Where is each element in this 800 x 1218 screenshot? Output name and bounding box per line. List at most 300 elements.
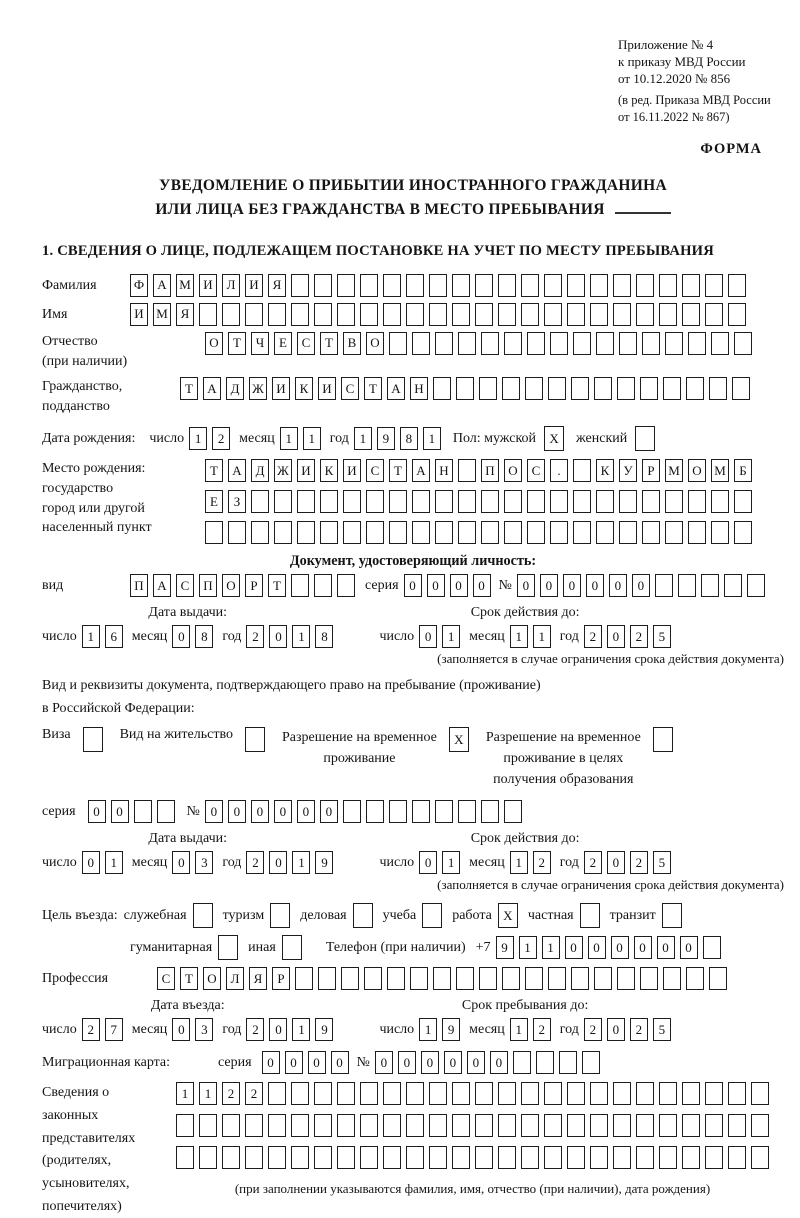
char-cell[interactable]: [452, 303, 470, 326]
char-cell[interactable]: [678, 574, 696, 597]
char-cell[interactable]: [412, 332, 430, 355]
char-cell[interactable]: [682, 1146, 700, 1169]
char-cell[interactable]: [659, 1082, 677, 1105]
char-cell[interactable]: 0: [251, 800, 269, 823]
char-cell[interactable]: [429, 274, 447, 297]
char-cell[interactable]: Ж: [274, 459, 292, 482]
char-cell[interactable]: [711, 521, 729, 544]
char-cell[interactable]: 0: [563, 574, 581, 597]
char-cell[interactable]: [659, 303, 677, 326]
char-cell[interactable]: [686, 377, 704, 400]
char-cell[interactable]: [705, 1146, 723, 1169]
char-cell[interactable]: [433, 377, 451, 400]
char-cell[interactable]: [548, 967, 566, 990]
char-cell[interactable]: [573, 332, 591, 355]
char-cell[interactable]: А: [153, 574, 171, 597]
male-checkbox[interactable]: X: [544, 426, 564, 451]
char-cell[interactable]: [636, 274, 654, 297]
char-cell[interactable]: 1: [105, 851, 123, 874]
char-cell[interactable]: 1: [442, 625, 460, 648]
char-cell[interactable]: 0: [82, 851, 100, 874]
char-cell[interactable]: [475, 1082, 493, 1105]
char-cell[interactable]: [544, 1082, 562, 1105]
char-cell[interactable]: Е: [205, 490, 223, 513]
char-cell[interactable]: 1: [292, 625, 310, 648]
purpose-business-checkbox[interactable]: [353, 903, 373, 928]
char-cell[interactable]: [176, 1146, 194, 1169]
char-cell[interactable]: [686, 967, 704, 990]
char-cell[interactable]: [663, 967, 681, 990]
char-cell[interactable]: 2: [246, 851, 264, 874]
char-cell[interactable]: 1: [423, 427, 441, 450]
char-cell[interactable]: [594, 377, 612, 400]
char-cell[interactable]: 2: [212, 427, 230, 450]
char-cell[interactable]: [314, 574, 332, 597]
char-cell[interactable]: [590, 274, 608, 297]
char-cell[interactable]: 1: [280, 427, 298, 450]
char-cell[interactable]: [479, 377, 497, 400]
char-cell[interactable]: [320, 521, 338, 544]
char-cell[interactable]: Ж: [249, 377, 267, 400]
char-cell[interactable]: 0: [586, 574, 604, 597]
char-cell[interactable]: [613, 303, 631, 326]
char-cell[interactable]: [245, 1114, 263, 1137]
temp-residence-education-checkbox[interactable]: [653, 727, 673, 752]
char-cell[interactable]: [711, 332, 729, 355]
char-cell[interactable]: Л: [222, 274, 240, 297]
char-cell[interactable]: [590, 303, 608, 326]
char-cell[interactable]: [406, 274, 424, 297]
char-cell[interactable]: [596, 490, 614, 513]
char-cell[interactable]: [475, 303, 493, 326]
char-cell[interactable]: 0: [565, 936, 583, 959]
char-cell[interactable]: [701, 574, 719, 597]
char-cell[interactable]: В: [343, 332, 361, 355]
char-cell[interactable]: [291, 1082, 309, 1105]
char-cell[interactable]: 0: [632, 574, 650, 597]
purpose-humanitarian-checkbox[interactable]: [218, 935, 238, 960]
char-cell[interactable]: Т: [228, 332, 246, 355]
char-cell[interactable]: 0: [421, 1051, 439, 1074]
char-cell[interactable]: 0: [680, 936, 698, 959]
char-cell[interactable]: 1: [354, 427, 372, 450]
char-cell[interactable]: 1: [292, 1018, 310, 1041]
char-cell[interactable]: [389, 332, 407, 355]
char-cell[interactable]: [245, 303, 263, 326]
char-cell[interactable]: [412, 490, 430, 513]
char-cell[interactable]: [521, 1146, 539, 1169]
char-cell[interactable]: [536, 1051, 554, 1074]
char-cell[interactable]: М: [665, 459, 683, 482]
char-cell[interactable]: Б: [734, 459, 752, 482]
char-cell[interactable]: Ч: [251, 332, 269, 355]
char-cell[interactable]: 2: [222, 1082, 240, 1105]
char-cell[interactable]: 9: [496, 936, 514, 959]
char-cell[interactable]: [205, 521, 223, 544]
char-cell[interactable]: И: [130, 303, 148, 326]
char-cell[interactable]: [613, 1082, 631, 1105]
char-cell[interactable]: [513, 1051, 531, 1074]
char-cell[interactable]: [412, 521, 430, 544]
char-cell[interactable]: [251, 521, 269, 544]
char-cell[interactable]: [619, 521, 637, 544]
temp-residence-checkbox[interactable]: X: [449, 727, 469, 752]
char-cell[interactable]: 0: [269, 851, 287, 874]
char-cell[interactable]: [228, 521, 246, 544]
char-cell[interactable]: [613, 274, 631, 297]
purpose-other-checkbox[interactable]: [282, 935, 302, 960]
char-cell[interactable]: 5: [653, 851, 671, 874]
char-cell[interactable]: 2: [82, 1018, 100, 1041]
char-cell[interactable]: [222, 303, 240, 326]
char-cell[interactable]: И: [245, 274, 263, 297]
char-cell[interactable]: 0: [657, 936, 675, 959]
purpose-work-checkbox[interactable]: X: [498, 903, 518, 928]
char-cell[interactable]: 0: [404, 574, 422, 597]
char-cell[interactable]: [613, 1146, 631, 1169]
char-cell[interactable]: [364, 967, 382, 990]
char-cell[interactable]: О: [366, 332, 384, 355]
char-cell[interactable]: П: [199, 574, 217, 597]
char-cell[interactable]: Р: [272, 967, 290, 990]
char-cell[interactable]: 0: [607, 1018, 625, 1041]
char-cell[interactable]: [479, 967, 497, 990]
char-cell[interactable]: [559, 1051, 577, 1074]
char-cell[interactable]: 0: [473, 574, 491, 597]
char-cell[interactable]: [728, 1114, 746, 1137]
char-cell[interactable]: [550, 332, 568, 355]
char-cell[interactable]: [728, 274, 746, 297]
char-cell[interactable]: 5: [653, 1018, 671, 1041]
char-cell[interactable]: [343, 800, 361, 823]
char-cell[interactable]: 0: [172, 851, 190, 874]
char-cell[interactable]: [705, 1114, 723, 1137]
char-cell[interactable]: [435, 332, 453, 355]
char-cell[interactable]: [458, 490, 476, 513]
char-cell[interactable]: 0: [308, 1051, 326, 1074]
char-cell[interactable]: [724, 574, 742, 597]
char-cell[interactable]: [291, 574, 309, 597]
char-cell[interactable]: А: [387, 377, 405, 400]
char-cell[interactable]: 9: [377, 427, 395, 450]
char-cell[interactable]: 6: [105, 625, 123, 648]
char-cell[interactable]: [314, 1114, 332, 1137]
char-cell[interactable]: [314, 1082, 332, 1105]
char-cell[interactable]: И: [272, 377, 290, 400]
char-cell[interactable]: [728, 1082, 746, 1105]
char-cell[interactable]: 1: [542, 936, 560, 959]
char-cell[interactable]: 1: [510, 851, 528, 874]
char-cell[interactable]: [199, 1114, 217, 1137]
char-cell[interactable]: [435, 521, 453, 544]
char-cell[interactable]: 0: [607, 851, 625, 874]
char-cell[interactable]: [481, 521, 499, 544]
char-cell[interactable]: [544, 1146, 562, 1169]
char-cell[interactable]: [682, 1082, 700, 1105]
char-cell[interactable]: [435, 490, 453, 513]
char-cell[interactable]: Т: [268, 574, 286, 597]
char-cell[interactable]: 0: [444, 1051, 462, 1074]
char-cell[interactable]: [734, 332, 752, 355]
purpose-transit-checkbox[interactable]: [662, 903, 682, 928]
char-cell[interactable]: [747, 574, 765, 597]
char-cell[interactable]: [337, 1114, 355, 1137]
char-cell[interactable]: [636, 303, 654, 326]
char-cell[interactable]: Д: [226, 377, 244, 400]
char-cell[interactable]: 2: [584, 625, 602, 648]
char-cell[interactable]: 0: [490, 1051, 508, 1074]
char-cell[interactable]: [406, 303, 424, 326]
char-cell[interactable]: О: [504, 459, 522, 482]
char-cell[interactable]: [688, 490, 706, 513]
char-cell[interactable]: [458, 521, 476, 544]
char-cell[interactable]: [429, 1114, 447, 1137]
char-cell[interactable]: [360, 303, 378, 326]
char-cell[interactable]: 0: [269, 625, 287, 648]
char-cell[interactable]: [734, 521, 752, 544]
char-cell[interactable]: [617, 377, 635, 400]
char-cell[interactable]: 0: [320, 800, 338, 823]
char-cell[interactable]: Т: [320, 332, 338, 355]
char-cell[interactable]: [527, 490, 545, 513]
char-cell[interactable]: [222, 1114, 240, 1137]
char-cell[interactable]: [567, 1082, 585, 1105]
purpose-tourism-checkbox[interactable]: [270, 903, 290, 928]
char-cell[interactable]: 3: [195, 851, 213, 874]
char-cell[interactable]: [705, 274, 723, 297]
char-cell[interactable]: [458, 800, 476, 823]
char-cell[interactable]: 1: [442, 851, 460, 874]
char-cell[interactable]: [521, 1114, 539, 1137]
char-cell[interactable]: [502, 967, 520, 990]
char-cell[interactable]: [544, 1114, 562, 1137]
char-cell[interactable]: О: [203, 967, 221, 990]
char-cell[interactable]: [567, 303, 585, 326]
char-cell[interactable]: С: [366, 459, 384, 482]
char-cell[interactable]: 8: [315, 625, 333, 648]
char-cell[interactable]: [550, 490, 568, 513]
char-cell[interactable]: [659, 274, 677, 297]
char-cell[interactable]: [389, 800, 407, 823]
char-cell[interactable]: 0: [517, 574, 535, 597]
char-cell[interactable]: [134, 800, 152, 823]
char-cell[interactable]: [274, 490, 292, 513]
char-cell[interactable]: [360, 274, 378, 297]
char-cell[interactable]: [360, 1082, 378, 1105]
char-cell[interactable]: [521, 274, 539, 297]
char-cell[interactable]: [705, 303, 723, 326]
char-cell[interactable]: 0: [588, 936, 606, 959]
char-cell[interactable]: 9: [315, 851, 333, 874]
char-cell[interactable]: [337, 274, 355, 297]
char-cell[interactable]: У: [619, 459, 637, 482]
char-cell[interactable]: [268, 1146, 286, 1169]
char-cell[interactable]: [481, 800, 499, 823]
char-cell[interactable]: [291, 1146, 309, 1169]
char-cell[interactable]: 0: [111, 800, 129, 823]
char-cell[interactable]: [709, 967, 727, 990]
char-cell[interactable]: [452, 1082, 470, 1105]
char-cell[interactable]: [571, 377, 589, 400]
char-cell[interactable]: С: [527, 459, 545, 482]
char-cell[interactable]: [573, 521, 591, 544]
char-cell[interactable]: [268, 1114, 286, 1137]
char-cell[interactable]: 0: [262, 1051, 280, 1074]
char-cell[interactable]: [360, 1146, 378, 1169]
char-cell[interactable]: Т: [364, 377, 382, 400]
char-cell[interactable]: Н: [435, 459, 453, 482]
char-cell[interactable]: [525, 377, 543, 400]
char-cell[interactable]: [199, 303, 217, 326]
char-cell[interactable]: И: [199, 274, 217, 297]
char-cell[interactable]: [636, 1082, 654, 1105]
char-cell[interactable]: 0: [274, 800, 292, 823]
char-cell[interactable]: [383, 1082, 401, 1105]
char-cell[interactable]: [728, 303, 746, 326]
char-cell[interactable]: А: [203, 377, 221, 400]
char-cell[interactable]: 0: [450, 574, 468, 597]
char-cell[interactable]: [475, 1146, 493, 1169]
char-cell[interactable]: 9: [442, 1018, 460, 1041]
char-cell[interactable]: Н: [410, 377, 428, 400]
char-cell[interactable]: [544, 303, 562, 326]
char-cell[interactable]: [456, 377, 474, 400]
char-cell[interactable]: [596, 521, 614, 544]
char-cell[interactable]: [688, 521, 706, 544]
purpose-official-checkbox[interactable]: [193, 903, 213, 928]
char-cell[interactable]: 1: [510, 625, 528, 648]
char-cell[interactable]: [383, 274, 401, 297]
char-cell[interactable]: [498, 1114, 516, 1137]
char-cell[interactable]: [157, 800, 175, 823]
char-cell[interactable]: [387, 967, 405, 990]
char-cell[interactable]: [567, 1114, 585, 1137]
char-cell[interactable]: [709, 377, 727, 400]
char-cell[interactable]: [527, 521, 545, 544]
char-cell[interactable]: [429, 1082, 447, 1105]
char-cell[interactable]: [619, 332, 637, 355]
char-cell[interactable]: [498, 1146, 516, 1169]
char-cell[interactable]: [711, 490, 729, 513]
char-cell[interactable]: 2: [533, 851, 551, 874]
char-cell[interactable]: 2: [630, 851, 648, 874]
char-cell[interactable]: 0: [228, 800, 246, 823]
char-cell[interactable]: 2: [630, 625, 648, 648]
char-cell[interactable]: [406, 1114, 424, 1137]
char-cell[interactable]: 2: [584, 1018, 602, 1041]
char-cell[interactable]: 1: [303, 427, 321, 450]
char-cell[interactable]: Т: [180, 967, 198, 990]
char-cell[interactable]: 0: [427, 574, 445, 597]
char-cell[interactable]: А: [412, 459, 430, 482]
char-cell[interactable]: Я: [268, 274, 286, 297]
char-cell[interactable]: 0: [540, 574, 558, 597]
char-cell[interactable]: [682, 303, 700, 326]
char-cell[interactable]: [318, 967, 336, 990]
char-cell[interactable]: [337, 1082, 355, 1105]
char-cell[interactable]: 2: [246, 1018, 264, 1041]
char-cell[interactable]: 1: [510, 1018, 528, 1041]
char-cell[interactable]: [688, 332, 706, 355]
char-cell[interactable]: [383, 303, 401, 326]
char-cell[interactable]: [504, 800, 522, 823]
char-cell[interactable]: [291, 1114, 309, 1137]
char-cell[interactable]: [590, 1114, 608, 1137]
char-cell[interactable]: [521, 1082, 539, 1105]
char-cell[interactable]: [383, 1146, 401, 1169]
char-cell[interactable]: 0: [297, 800, 315, 823]
char-cell[interactable]: М: [711, 459, 729, 482]
char-cell[interactable]: [389, 490, 407, 513]
char-cell[interactable]: 3: [195, 1018, 213, 1041]
char-cell[interactable]: [481, 332, 499, 355]
char-cell[interactable]: 0: [611, 936, 629, 959]
female-checkbox[interactable]: [635, 426, 655, 451]
char-cell[interactable]: [751, 1082, 769, 1105]
char-cell[interactable]: 1: [519, 936, 537, 959]
char-cell[interactable]: 8: [195, 625, 213, 648]
char-cell[interactable]: [314, 274, 332, 297]
char-cell[interactable]: [314, 1146, 332, 1169]
char-cell[interactable]: [245, 1146, 263, 1169]
char-cell[interactable]: [343, 490, 361, 513]
char-cell[interactable]: 5: [653, 625, 671, 648]
char-cell[interactable]: С: [341, 377, 359, 400]
char-cell[interactable]: П: [481, 459, 499, 482]
char-cell[interactable]: Р: [642, 459, 660, 482]
char-cell[interactable]: [274, 521, 292, 544]
char-cell[interactable]: И: [318, 377, 336, 400]
char-cell[interactable]: К: [320, 459, 338, 482]
char-cell[interactable]: [176, 1114, 194, 1137]
char-cell[interactable]: [617, 967, 635, 990]
char-cell[interactable]: [665, 490, 683, 513]
char-cell[interactable]: [291, 303, 309, 326]
char-cell[interactable]: 0: [172, 625, 190, 648]
char-cell[interactable]: [751, 1114, 769, 1137]
char-cell[interactable]: [544, 274, 562, 297]
char-cell[interactable]: [498, 274, 516, 297]
char-cell[interactable]: [435, 800, 453, 823]
char-cell[interactable]: 2: [533, 1018, 551, 1041]
char-cell[interactable]: [433, 967, 451, 990]
char-cell[interactable]: [567, 274, 585, 297]
char-cell[interactable]: [682, 274, 700, 297]
char-cell[interactable]: И: [297, 459, 315, 482]
char-cell[interactable]: С: [157, 967, 175, 990]
char-cell[interactable]: П: [130, 574, 148, 597]
char-cell[interactable]: [498, 1082, 516, 1105]
char-cell[interactable]: 2: [246, 625, 264, 648]
char-cell[interactable]: [458, 459, 476, 482]
char-cell[interactable]: А: [228, 459, 246, 482]
char-cell[interactable]: [452, 1114, 470, 1137]
char-cell[interactable]: 1: [176, 1082, 194, 1105]
char-cell[interactable]: [337, 303, 355, 326]
char-cell[interactable]: 0: [609, 574, 627, 597]
char-cell[interactable]: .: [550, 459, 568, 482]
char-cell[interactable]: [366, 521, 384, 544]
char-cell[interactable]: [596, 332, 614, 355]
char-cell[interactable]: [571, 967, 589, 990]
char-cell[interactable]: 0: [285, 1051, 303, 1074]
char-cell[interactable]: [341, 967, 359, 990]
char-cell[interactable]: 1: [292, 851, 310, 874]
char-cell[interactable]: [636, 1146, 654, 1169]
char-cell[interactable]: О: [222, 574, 240, 597]
char-cell[interactable]: [640, 377, 658, 400]
char-cell[interactable]: [343, 521, 361, 544]
